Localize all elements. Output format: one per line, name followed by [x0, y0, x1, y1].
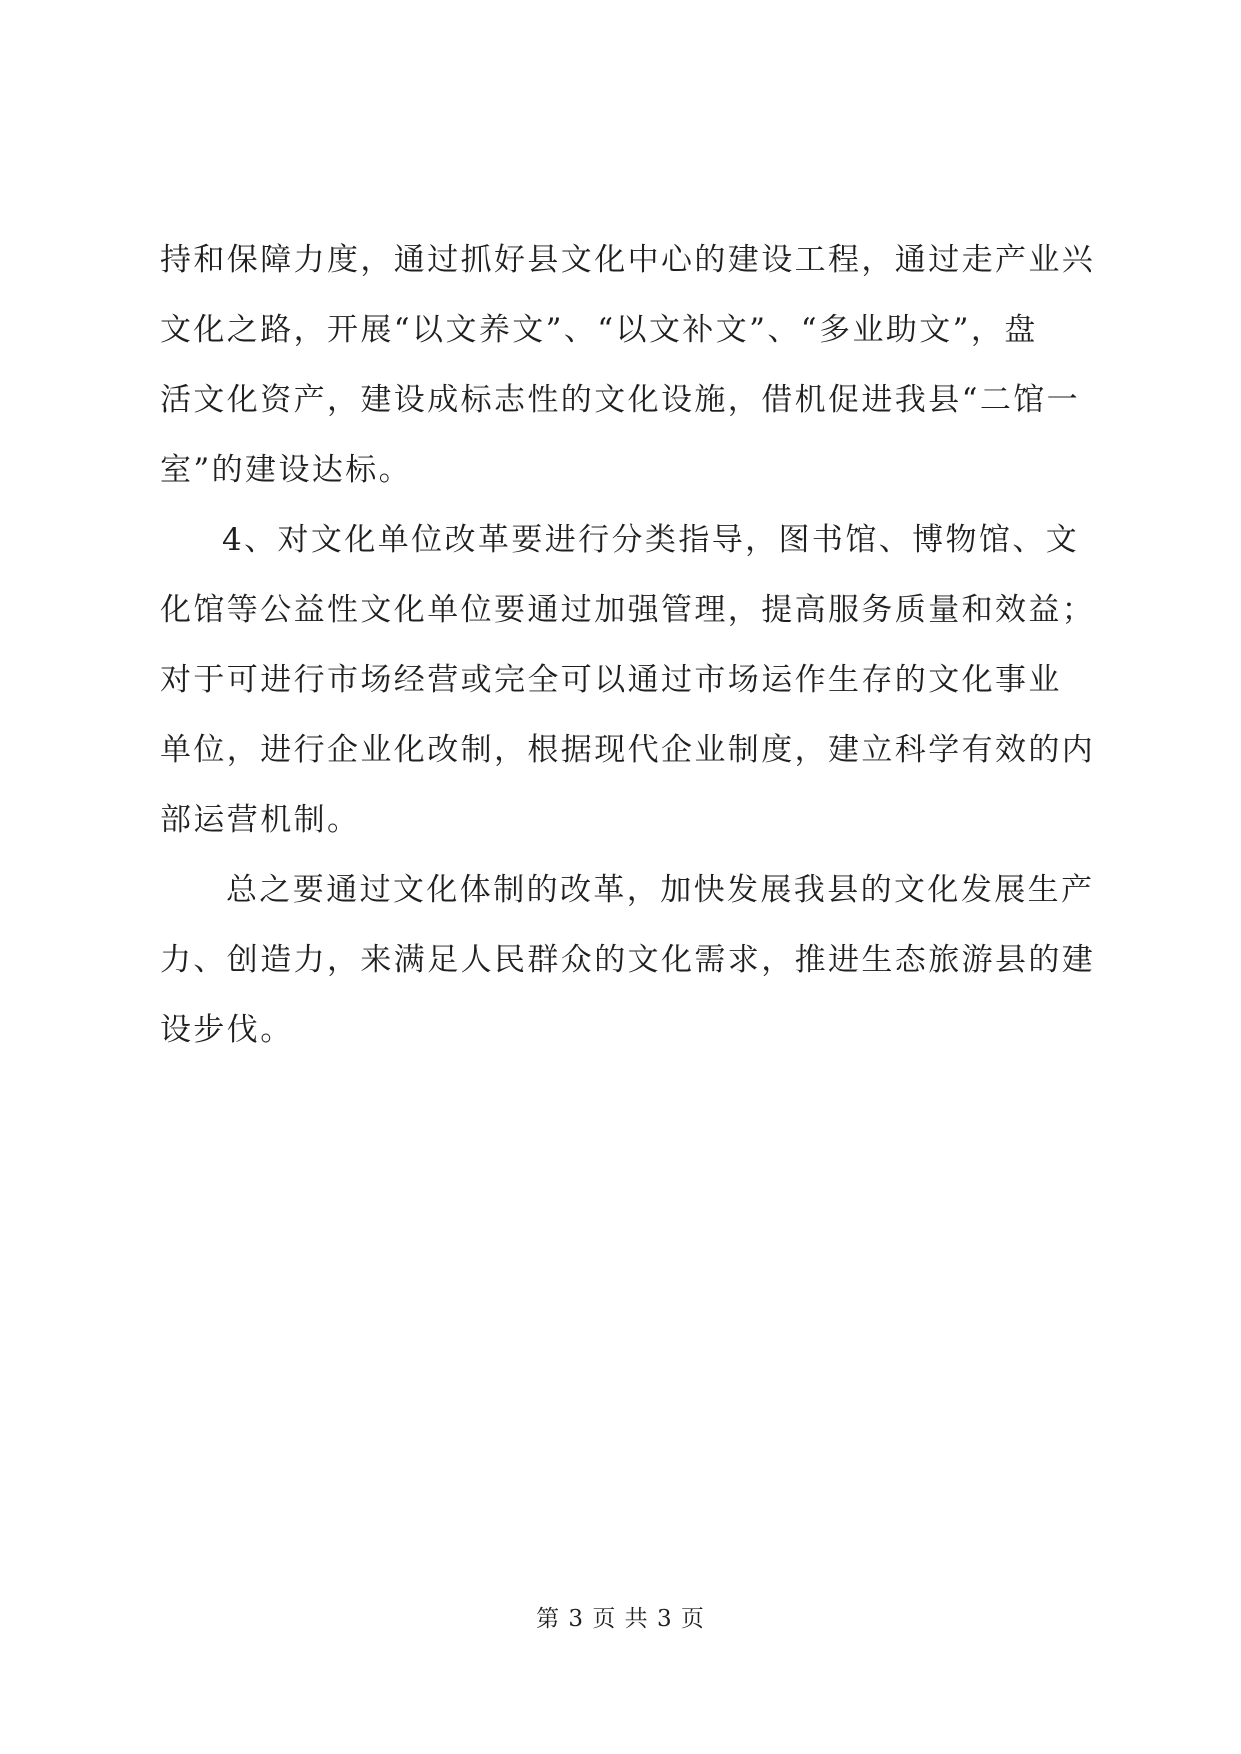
text-line: 对于可进行市场经营或完全可以通过市场运作生存的文化事业 [160, 662, 1062, 698]
text-line: 室”的建设达标。 [160, 452, 413, 488]
text-line: 总之要通过文化体制的改革，加快发展我县的文化发展生产 [226, 872, 1095, 908]
text-line: 持和保障力度，通过抓好县文化中心的建设工程，通过走产业兴 [160, 242, 1096, 278]
paragraph-conclusion [160, 855, 1096, 1065]
page-number-footer: 第 3 页 共 3 页 [536, 1606, 705, 1632]
text-line: 文化之路，开展“以文养文”、“以文补文”、“多业助文”，盘 [160, 312, 1038, 348]
text-line: 4、对文化单位改革要进行分类指导，图书馆、博物馆、文 [222, 522, 1080, 558]
text-line: 力、创造力，来满足人民群众的文化需求，推进生态旅游县的建 [160, 942, 1096, 978]
paragraph-continuation [160, 225, 1096, 505]
text-line: 单位，进行企业化改制，根据现代企业制度，建立科学有效的内 [160, 732, 1096, 768]
text-line: 化馆等公益性文化单位要通过加强管理，提高服务质量和效益； [160, 592, 1096, 628]
paragraph-item-4 [160, 505, 1096, 855]
text-line: 部运营机制。 [160, 802, 361, 838]
document-body [160, 225, 1096, 1065]
text-line: 设步伐。 [160, 1012, 294, 1048]
text-line: 活文化资产，建设成标志性的文化设施，借机促进我县“二馆一 [160, 382, 1081, 418]
